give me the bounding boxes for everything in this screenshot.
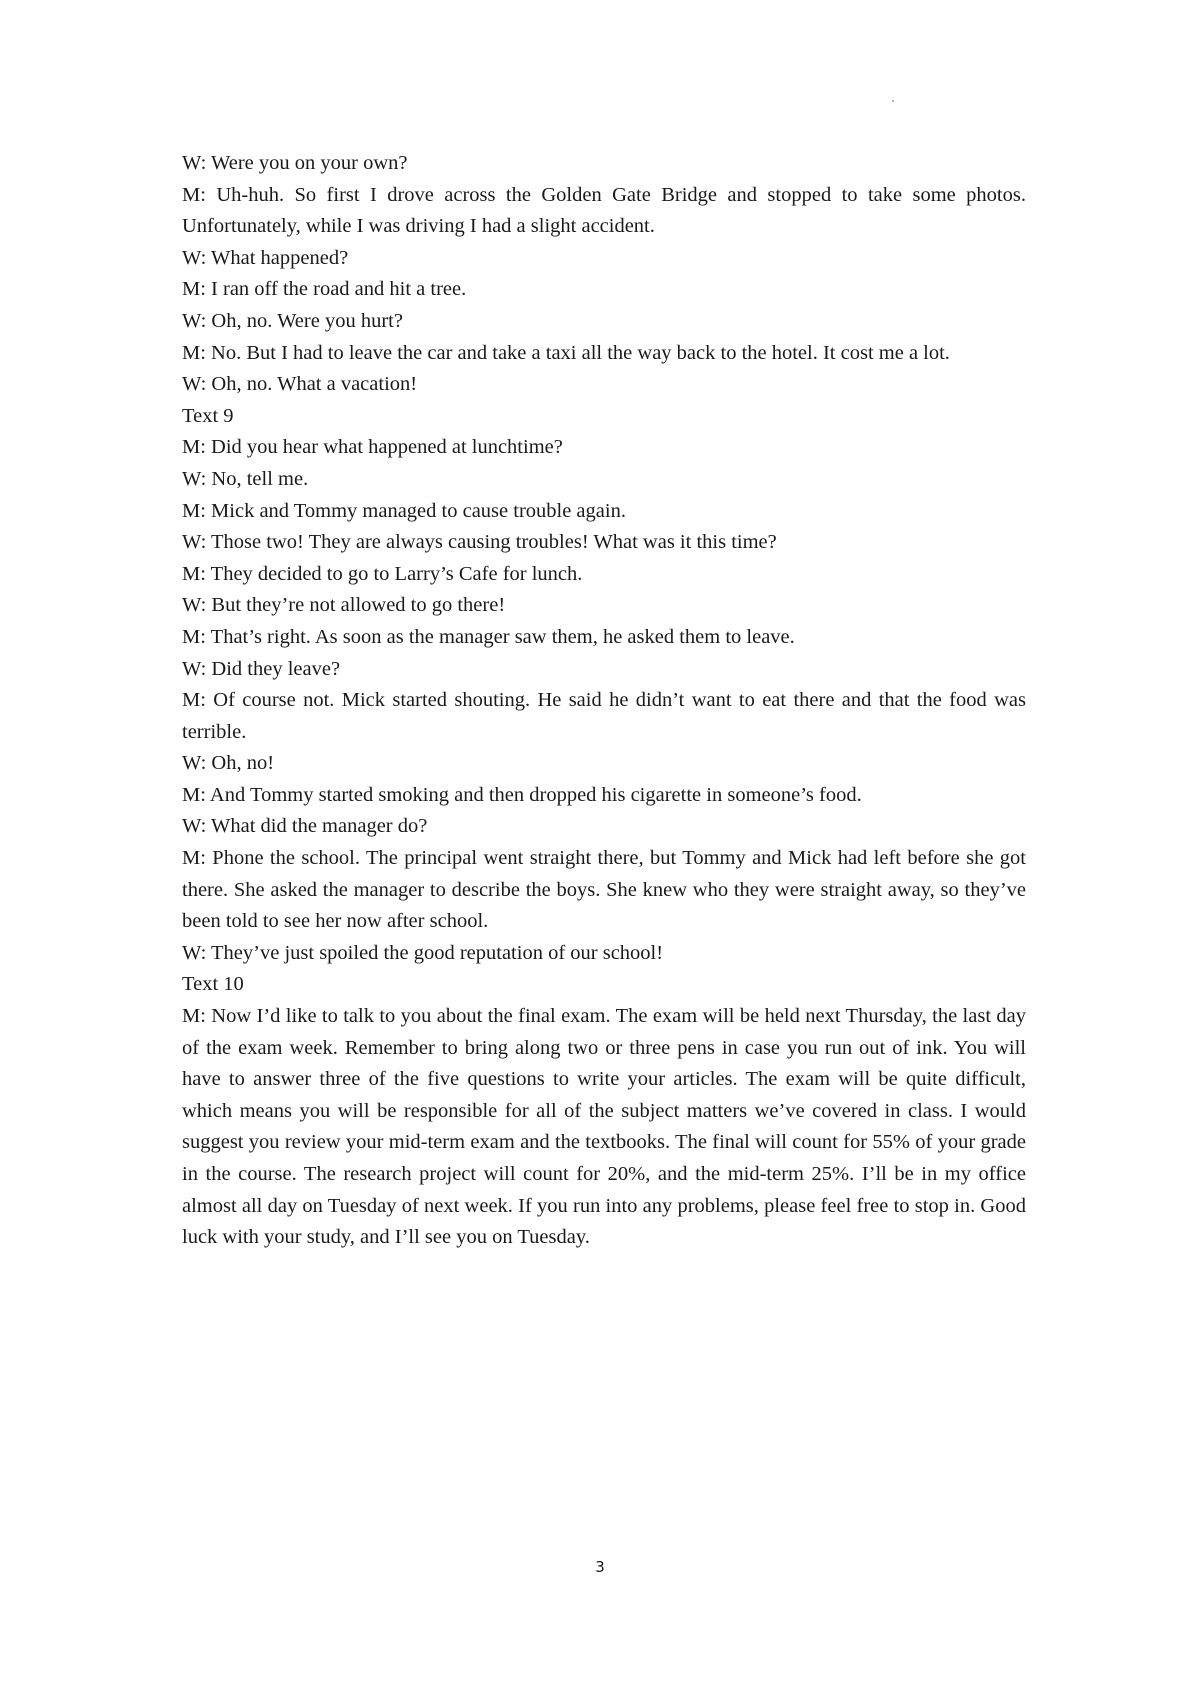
dialogue-line: W: What happened? bbox=[182, 246, 349, 269]
dialogue-line: M: They decided to go to Larry’s Cafe for lunch. bbox=[182, 562, 583, 585]
scan-speck bbox=[892, 100, 894, 102]
page-number: 3 bbox=[595, 1558, 605, 1576]
transcript-body bbox=[182, 148, 1026, 1254]
dialogue-line: W: They’ve just spoiled the good reputation of our school! bbox=[182, 941, 664, 964]
dialogue-line: W: Oh, no! bbox=[182, 752, 275, 775]
section-heading-text-9: Text 9 bbox=[182, 404, 234, 427]
section-heading-text-10: Text 10 bbox=[182, 973, 244, 996]
dialogue-line: M: Phone the school. The principal went straight there, but Tommy and Mick had left before she got there. She asked the manager to describe the boys. She knew who they were straight away, so they’ve been told to see her now after school. bbox=[182, 847, 1026, 933]
dialogue-line: W: No, tell me. bbox=[182, 467, 309, 490]
dialogue-line: M: I ran off the road and hit a tree. bbox=[182, 278, 467, 301]
dialogue-line: M: And Tommy started smoking and then dropped his cigarette in someone’s food. bbox=[182, 783, 862, 806]
dialogue-line: W: What did the manager do? bbox=[182, 815, 428, 838]
dialogue-line: M: Uh-huh. So first I drove across the Golden Gate Bridge and stopped to take some photos. Unfortunately, while I was driving I had a slight accident. bbox=[182, 183, 1026, 238]
dialogue-line: M: Did you hear what happened at lunchtime? bbox=[182, 436, 563, 459]
monologue-paragraph: M: Now I’d like to talk to you about the final exam. The exam will be held next Thursday, the last day of the exam week. Remember to bring along two or three pens in case you run out of ink. You will have to answer three of the five questions to write your articles. The exam will be quite difficult, which means you will be responsible for all of the subject matters we’ve covered in class. I would suggest you review your mid-term exam and the textbooks. The final will count for 55% of your grade in the course. The research project will count for 20%, and the mid-term 25%. I’ll be in my office almost all day on Tuesday of next week. If you run into any problems, please feel free to stop in. Good luck with your study, and I’ll see you on Tuesday. bbox=[182, 1005, 1026, 1249]
dialogue-line: W: But they’re not allowed to go there! bbox=[182, 594, 506, 617]
dialogue-line: W: Oh, no. What a vacation! bbox=[182, 373, 418, 396]
dialogue-line: W: Were you on your own? bbox=[182, 152, 408, 174]
dialogue-line: M: That’s right. As soon as the manager saw them, he asked them to leave. bbox=[182, 625, 795, 648]
dialogue-line: W: Those two! They are always causing troubles! What was it this time? bbox=[182, 531, 777, 554]
dialogue-line: M: Mick and Tommy managed to cause trouble again. bbox=[182, 499, 626, 522]
dialogue-line: M: No. But I had to leave the car and take a taxi all the way back to the hotel. It cost me a lot. bbox=[182, 341, 950, 364]
dialogue-line: W: Oh, no. Were you hurt? bbox=[182, 309, 403, 332]
dialogue-line: W: Did they leave? bbox=[182, 657, 341, 680]
dialogue-line: M: Of course not. Mick started shouting. He said he didn’t want to eat there and that the food was terrible. bbox=[182, 689, 1026, 743]
